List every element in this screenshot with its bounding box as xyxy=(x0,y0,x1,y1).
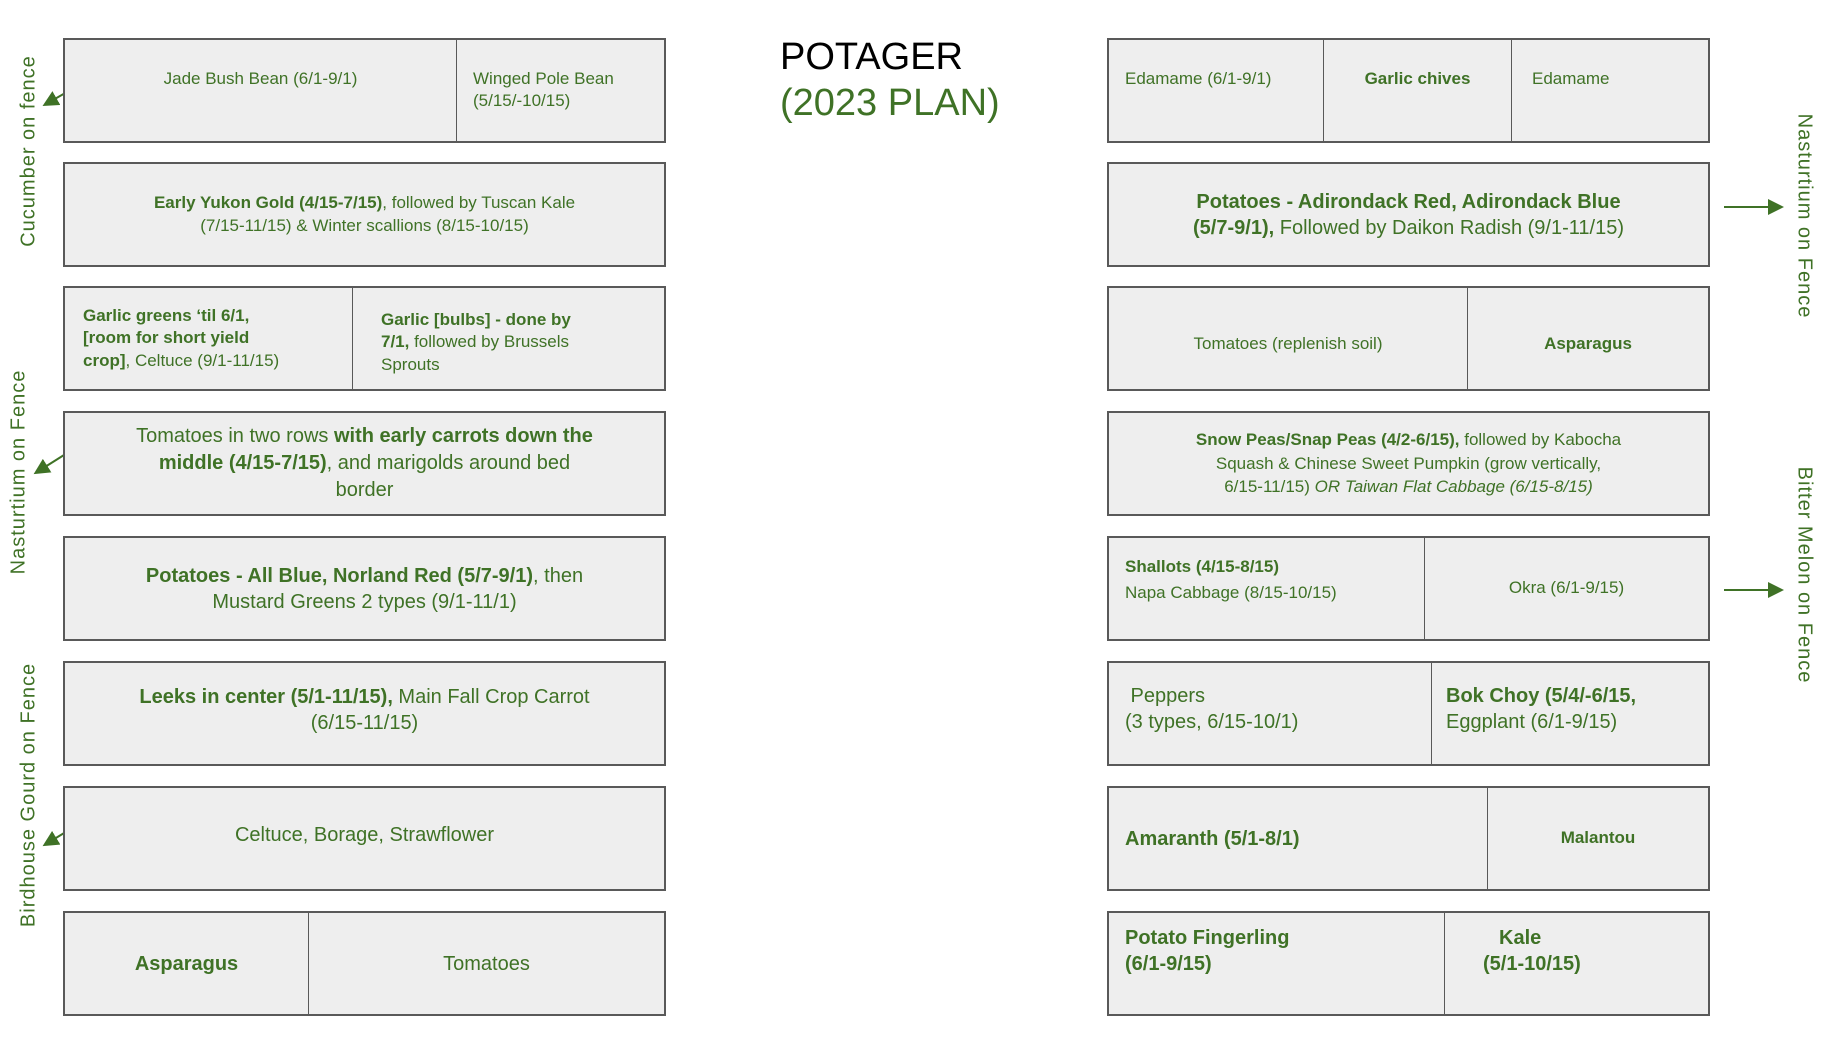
bed-section xyxy=(65,413,664,514)
crop-italic: OR Taiwan Flat Cabbage (6/15-8/15) xyxy=(1314,477,1593,497)
crop-text: followed by Kabocha xyxy=(1459,429,1622,449)
crop-bold: Garlic chives xyxy=(1364,69,1471,88)
bed-right-4 xyxy=(1107,411,1710,516)
crop-bold: (6/1-9/15) xyxy=(1125,953,1212,975)
bed-section xyxy=(1109,913,1444,1014)
bed-section xyxy=(1109,40,1323,141)
bed-section xyxy=(65,913,308,1014)
crop-text: border xyxy=(335,479,394,501)
fence-label-nasturtium-left: Nasturtium on Fence xyxy=(7,369,30,575)
fence-label-bitter-melon: Bitter Melon on Fence xyxy=(1793,466,1816,684)
crop-text: Okra (6/1-9/15) xyxy=(1508,578,1625,598)
crop-text: Sprouts xyxy=(381,354,440,374)
title-line-2: (2023 PLAN) xyxy=(780,82,1000,124)
bed-section xyxy=(1323,40,1511,141)
crop-bold: Asparagus xyxy=(1544,334,1632,354)
bed-right-8 xyxy=(1107,911,1710,1016)
bed-section xyxy=(456,40,664,141)
crop-bold: Shallots (4/15-8/15) xyxy=(1125,557,1280,576)
crop-bold: Potatoes - All Blue, Norland Red (5/7-9/1) xyxy=(145,564,534,587)
bed-section xyxy=(1487,788,1708,889)
bed-left-4 xyxy=(63,411,666,516)
crop-text: Main Fall Crop Carrot xyxy=(392,685,590,708)
bed-left-7 xyxy=(63,786,666,891)
crop-bold: Bok Choy (5/4/-6/15, xyxy=(1446,684,1637,707)
crop-text: Peppers xyxy=(1125,684,1206,707)
bed-section xyxy=(1424,538,1708,639)
crop-bold: Potatoes - Adirondack Red, Adirondack Blue xyxy=(1196,190,1621,213)
crop-text: Napa Cabbage (8/15-10/15) xyxy=(1125,582,1337,602)
bed-section xyxy=(65,288,352,389)
crop-text: followed by Brussels xyxy=(409,332,570,352)
bed-section xyxy=(1431,663,1708,764)
crop-text: Squash & Chinese Sweet Pumpkin (grow vertically, xyxy=(1215,453,1602,473)
crop-text: 6/15-11/15) xyxy=(1224,477,1315,497)
bed-section xyxy=(1109,538,1424,639)
bed-section xyxy=(1109,164,1708,265)
bed-section xyxy=(1444,913,1708,1014)
crop-bold: Kale xyxy=(1499,927,1542,949)
crop-text: Tomatoes in two rows xyxy=(136,425,334,447)
crop-bold: Early Yukon Gold (4/15-7/15) xyxy=(153,193,383,213)
bed-section xyxy=(65,40,456,141)
arrow-icon xyxy=(37,455,64,472)
crop-bold: (5/1-10/15) xyxy=(1483,953,1581,975)
crop-bold: middle (4/15-7/15) xyxy=(158,452,327,474)
bed-left-6 xyxy=(63,661,666,766)
crop-text: , then xyxy=(533,564,584,587)
bed-section xyxy=(65,663,664,764)
bed-section xyxy=(1109,788,1487,889)
bed-left-3 xyxy=(63,286,666,391)
crop-bold: Garlic [bulbs] - done by xyxy=(381,310,571,330)
bed-left-5 xyxy=(63,536,666,641)
crop-bold: Garlic greens ‘til 6/1, xyxy=(83,306,250,326)
crop-bold: crop] xyxy=(83,350,126,370)
bed-section xyxy=(1109,288,1467,389)
bed-section xyxy=(1467,288,1708,389)
bed-left-2 xyxy=(63,162,666,267)
crop-text: (6/15-11/15) xyxy=(310,711,419,734)
bed-right-1 xyxy=(1107,38,1710,143)
crop-text: Eggplant (6/1-9/15) xyxy=(1446,710,1618,733)
crop-text: Celtuce, Borage, Strawflower xyxy=(234,823,494,846)
crop-text: , followed by Tuscan Kale xyxy=(382,193,576,213)
bed-section xyxy=(352,288,664,389)
bed-right-2 xyxy=(1107,162,1710,267)
crop-text: Tomatoes xyxy=(443,952,530,975)
crop-bold: Malantou xyxy=(1560,828,1636,848)
crop-bold: Potato Fingerling xyxy=(1125,927,1290,949)
crop-text: Followed by Daikon Radish (9/1-11/15) xyxy=(1274,216,1624,239)
bed-left-1 xyxy=(63,38,666,143)
fence-label-birdhouse-gourd: Birdhouse Gourd on Fence xyxy=(17,662,40,928)
crop-bold: 7/1, xyxy=(381,332,410,352)
bed-section xyxy=(65,538,664,639)
crop-text: Mustard Greens 2 types (9/1-11/1) xyxy=(212,590,517,613)
crop-text: (3 types, 6/15-10/1) xyxy=(1125,710,1299,733)
crop-bold: (5/7-9/1), xyxy=(1193,216,1275,239)
bed-section xyxy=(65,164,664,265)
crop-text: (7/15-11/15) & Winter scallions (8/15-10/15) xyxy=(200,215,529,235)
crop-text: Tomatoes (replenish soil) xyxy=(1193,334,1383,354)
title-line-1: POTAGER xyxy=(780,36,963,78)
crop-dates: (5/15/-10/15) xyxy=(473,91,571,111)
bed-section xyxy=(1511,40,1708,141)
bed-section xyxy=(1109,413,1708,514)
fence-label-nasturtium-right: Nasturtium on Fence xyxy=(1793,113,1816,319)
crop-text: Edamame (6/1-9/1) xyxy=(1125,69,1272,88)
crop-bold: Asparagus xyxy=(134,952,239,975)
bed-right-3 xyxy=(1107,286,1710,391)
bed-right-5 xyxy=(1107,536,1710,641)
crop-label: Winged Pole Bean xyxy=(473,69,614,88)
bed-section xyxy=(308,913,664,1014)
bed-left-8 xyxy=(63,911,666,1016)
bed-section xyxy=(1109,663,1431,764)
crop-bold: [room for short yield xyxy=(83,328,250,348)
crop-text: , and marigolds around bed xyxy=(326,452,571,474)
fence-label-cucumber: Cucumber on fence xyxy=(17,55,40,247)
crop-text: , Celtuce (9/1-11/15) xyxy=(125,350,280,370)
bed-right-6 xyxy=(1107,661,1710,766)
crop-label: Jade Bush Bean (6/1-9/1) xyxy=(163,69,358,88)
crop-bold: Snow Peas/Snap Peas (4/2-6/15), xyxy=(1195,429,1460,449)
crop-bold: with early carrots down the xyxy=(333,425,593,447)
page-title xyxy=(780,34,1000,126)
crop-bold: Leeks in center (5/1-11/15), xyxy=(139,685,393,708)
bed-section xyxy=(65,788,664,889)
crop-text: Edamame xyxy=(1532,69,1610,88)
crop-bold: Amaranth (5/1-8/1) xyxy=(1125,827,1300,850)
bed-right-7 xyxy=(1107,786,1710,891)
